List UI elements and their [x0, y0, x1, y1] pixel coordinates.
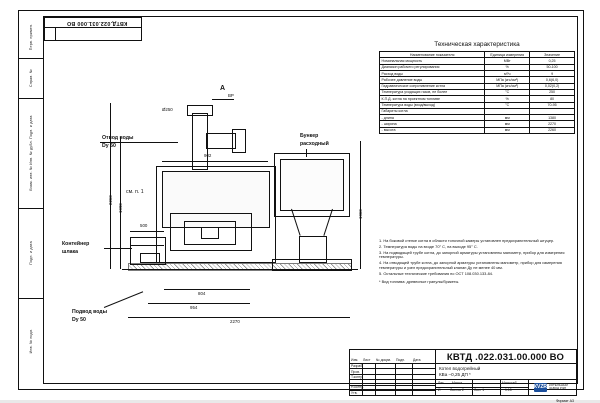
note-item: 4. На отводящей трубе котла, до запорной арматуры установлены манометр, прибор для измерения температуры и узел предохранительный клапан Ду не менее 40 мм. [379, 260, 562, 270]
leader-hopper [306, 149, 307, 157]
leader-slag [104, 248, 132, 249]
tb-row-prov: Пров. [351, 369, 360, 374]
tech-table-cell: Габариты котла [380, 108, 485, 114]
tb-scale-header: Масштаб [502, 380, 517, 385]
tech-table-cell: 0,6(6,0) [530, 77, 575, 83]
tech-table-cell: мм [485, 121, 530, 127]
tb-lit-header: Лит. [438, 380, 445, 385]
product-name-line2: КВа –0,25 ДП * [439, 372, 471, 378]
tech-table-cell: % [485, 96, 530, 102]
dim-line-954 [148, 303, 250, 304]
dim-text-2270: 2270 [230, 319, 240, 324]
tech-table-cell: Температура воды (вход/выход) [380, 102, 485, 108]
tech-table-header-cell: Значение [530, 52, 575, 58]
tech-table-cell: 2260 [530, 127, 575, 133]
dim-line-2270 [128, 317, 350, 318]
left-stamp-column [19, 16, 44, 384]
tech-table-header-cell: Единица измерения [485, 52, 530, 58]
tech-characteristics-block [379, 41, 575, 134]
dim-text-diameter: Ø250 [162, 107, 173, 112]
dim-text-1990: 1990 [118, 203, 123, 213]
tech-table-row [380, 127, 575, 133]
tech-table-cell: Диапазон рабочего регулирования [380, 64, 485, 70]
tech-table-cell: мм [485, 115, 530, 121]
dim-text-2260: 2260 [108, 195, 113, 205]
tech-table-title: Техническая характеристика [434, 41, 520, 48]
leader-water-inlet [104, 291, 143, 307]
note-item: 3. На подводящей трубе котла, до запорной арматуры установлены манометр, прибор для измерения температуры. [379, 249, 565, 260]
title-block [349, 349, 577, 403]
left-cell-vzam [19, 98, 43, 209]
tb-lit-value: И [438, 388, 441, 392]
company-name-line2: ЗАВОД РЭП [549, 386, 567, 390]
tech-table-cell: мм [485, 127, 530, 133]
tech-table-body [380, 58, 575, 134]
left-cell-sprav [19, 58, 43, 99]
dim-text-902: 902 [204, 153, 212, 158]
slag-container-edge [130, 245, 164, 246]
company-name-line1: КОТЕЛЬНЫЙ [549, 382, 568, 387]
left-cell-label: Перв. примен. [29, 23, 33, 51]
title-block-designation: КВТД .022.031.00.000 ВО [446, 351, 565, 363]
flue-flange [187, 105, 213, 116]
tech-table [379, 51, 575, 134]
tb-col-data: Дата [413, 358, 421, 362]
water-inlet-branch [140, 253, 160, 263]
tech-table-cell: 1380 [530, 115, 575, 121]
tech-table-cell: К.П.Д. котла на проектном топливе [380, 96, 485, 102]
assembly-drawing [44, 41, 374, 351]
tb-sheet-no: Лист 1 [474, 388, 485, 392]
left-cell-label: Взам. инв. № Инв. № дубл. Подп. и дата [29, 115, 33, 191]
tech-table-cell: м³/ч [485, 70, 530, 76]
fuel-hopper-inner [280, 159, 344, 211]
label-slag-container: Контейнер [62, 241, 90, 247]
tech-table-cell: Температура уходящих газов, не более [380, 89, 485, 95]
tech-table-cell: 80 [530, 96, 575, 102]
tech-table-cell: МПа (кгс/см²) [485, 77, 530, 83]
leader-water-outlet [100, 142, 178, 143]
left-cell-label: Справ. № [29, 69, 33, 87]
left-cell-label: Подп. и дата [29, 241, 33, 265]
tb-row-nkontr: Н.контр. [351, 385, 365, 389]
note-item: 5. Остальные технические требования по ОСТ 108.030.133-84. [379, 270, 494, 276]
left-cell-inv-podl [19, 298, 43, 384]
tech-table-header-cell: Наименование показателя [380, 52, 485, 58]
tech-table-cell: % [485, 64, 530, 70]
note-item: 2. Температура воды на входе 70° С, на выходе 95° С. [379, 243, 478, 249]
label-water-outlet-dn: Dy 50 [102, 143, 116, 149]
tech-table-cell: 9 [530, 70, 575, 76]
tb-col-list: Лист [363, 358, 371, 362]
left-cell-perv-primen [19, 16, 43, 59]
boiler-door-window [201, 227, 219, 239]
callout-a-underline [212, 99, 234, 100]
dim-text-954: 954 [190, 305, 198, 310]
label-hopper: Бункер [300, 133, 319, 139]
tech-table-cell: МПа (кгс/см²) [485, 83, 530, 89]
company-name [549, 384, 568, 391]
tech-table-cell: 50-100 [530, 64, 575, 70]
tech-table-cell: Расход воды [380, 70, 485, 76]
tech-table-cell: - длина [380, 115, 485, 121]
tb-scale-value: 1:15 [505, 388, 512, 392]
tech-table-cell: 70-95 [530, 102, 575, 108]
dim-line-1960 [360, 141, 361, 269]
left-cell-label: Инв. № подл. [29, 328, 33, 354]
tb-col-docum: № докум. [376, 358, 391, 362]
product-name-line1: Котел водогрейный [439, 366, 481, 371]
tech-table-cell: МВт [485, 58, 530, 64]
tech-table-cell: °С [485, 102, 530, 108]
floor-line [122, 269, 358, 270]
callout-letter-a: А [220, 85, 226, 92]
notes-block [379, 239, 575, 285]
sheet-code-number: КВТД.022.031.000 ВО [66, 20, 128, 27]
label-see-note-1: см. п. 1 [126, 189, 144, 195]
tb-row-tkontr: Т.контр. [351, 375, 364, 379]
tb-col-izm: Изм. [351, 358, 359, 362]
tb-row-razrab: Разраб. [351, 364, 364, 368]
tb-sheets-total: Листов 2 [450, 388, 464, 392]
label-slag-container-sub: шлака [62, 249, 78, 255]
company-mark: КVZR [533, 384, 548, 390]
tech-table-cell: 0,02(0,2) [530, 83, 575, 89]
tb-mass-header: Масса [452, 380, 463, 385]
tb-col-podp: Подп. [396, 358, 406, 362]
tech-table-cell: - ширина [380, 121, 485, 127]
callout-a-subscript: ВР [228, 93, 234, 98]
company-logo [532, 380, 575, 394]
label-water-inlet-dn: Dy 50 [72, 317, 86, 323]
tech-table-cell: 0,25 [530, 58, 575, 64]
label-water-outlet: Отвод воды [102, 135, 134, 141]
dim-line-804 [164, 289, 250, 290]
title-block-product [436, 364, 528, 380]
tech-table-cell: °С [485, 89, 530, 95]
tech-table-cell: - высота [380, 127, 485, 133]
tech-table-cell: Гидравлическое сопротивление котла [380, 83, 485, 89]
note-fuel-type: * Вид топлива: древесные гранулы/брикеты. [379, 278, 460, 284]
label-hopper-sub: расходный [300, 141, 329, 147]
dim-text-1960: 1960 [358, 209, 363, 219]
tech-table-cell: 250 [530, 89, 575, 95]
tech-table-cell: Номинальная мощность [380, 58, 485, 64]
left-cell-podp-data [19, 208, 43, 299]
drawing-sheet-frame [18, 10, 584, 403]
dim-text-500: 500 [140, 223, 148, 228]
water-outlet-valve [232, 129, 246, 153]
dim-text-804: 804 [198, 291, 206, 296]
tb-row-utv: Утв. [351, 390, 358, 395]
tech-table-cell: 2270 [530, 121, 575, 127]
tech-table-cell: Рабочее давление воды [380, 77, 485, 83]
dim-line-902 [162, 161, 268, 162]
label-water-inlet: Подвод воды [72, 309, 108, 315]
dim-line-2260 [110, 103, 111, 269]
sheet-format-label: Формат А3 [555, 399, 574, 403]
note-item: 1. На боковой стенке котла в области топочной камеры установлен предохранительный штуцер. [379, 238, 555, 243]
dim-line-500 [130, 231, 164, 232]
